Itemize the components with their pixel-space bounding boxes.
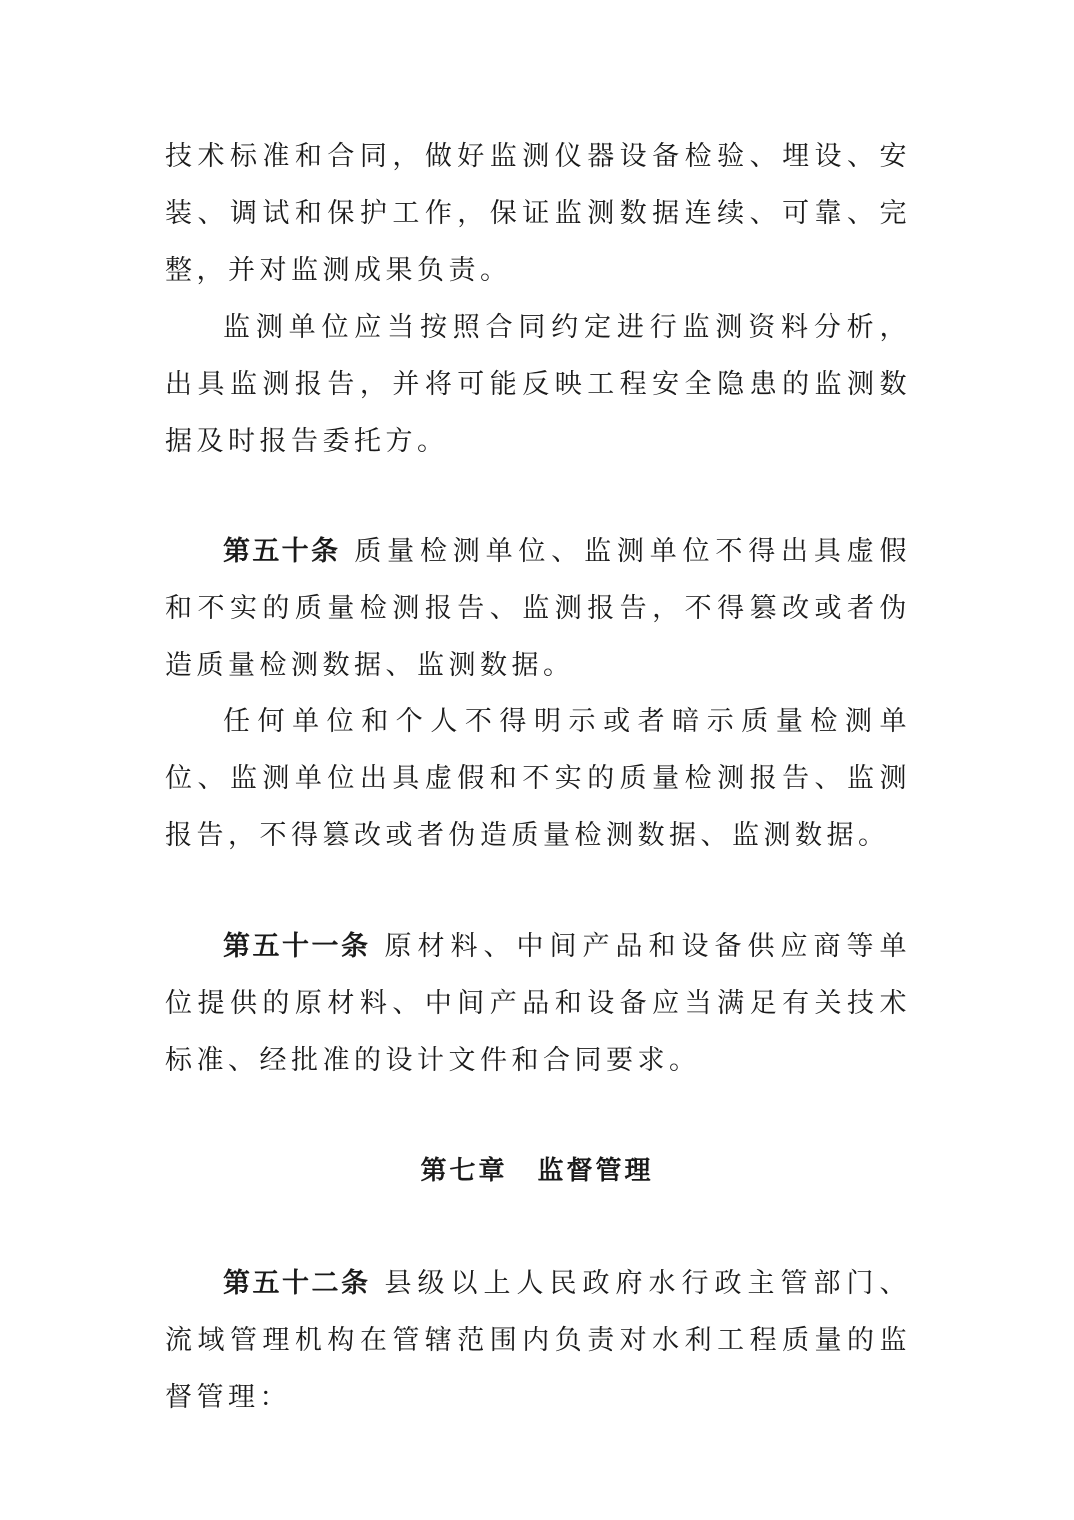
chapter-number: 第七章 [420,1156,508,1186]
paragraph-monitoring-report: 监测单位应当按照合同约定进行监测资料分析，出具监测报告，并将可能反映工程安全隐患的监测数据及时报告委托方。 [165,312,911,457]
article-51-text: 原材料、中间产品和设备供应商等单位提供的原材料、中间产品和设备应当满足有关技术标准、经批准的设计文件和合同要求。 [165,931,911,1076]
article-50-label: 第五十条 [223,536,341,567]
article-51-label: 第五十一条 [223,931,371,962]
article-52 [165,1255,911,1426]
article-52-label: 第五十二条 [223,1268,371,1299]
article-52-text: 县级以上人民政府水行政主管部门、流域管理机构在管辖范围内负责对水利工程质量的监督管理： [165,1268,911,1413]
article-50-text: 质量检测单位、监测单位不得出具虚假和不实的质量检测报告、监测报告，不得篡改或者伪造质量检测数据、监测数据。 [165,536,912,681]
paragraph-monitoring-duties: 技术标准和合同，做好监测仪器设备检验、埋设、安装、调试和保护工作，保证监测数据连续、可靠、完整，并对监测成果负责。 [165,141,911,286]
chapter-heading [0,1150,1074,1187]
article-50-paragraph-2: 任何单位和个人不得明示或者暗示质量检测单位、监测单位出具虚假和不实的质量检测报告、监测报告，不得篡改或者伪造质量检测数据、监测数据。 [165,706,911,851]
article-50 [165,523,911,694]
article-51 [165,918,911,1089]
chapter-title: 监督管理 [537,1156,654,1186]
